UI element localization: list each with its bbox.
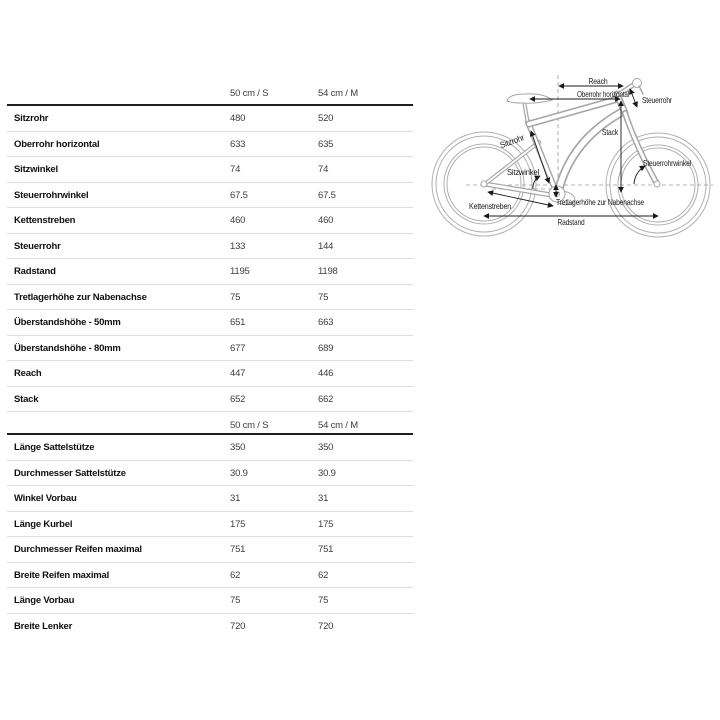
row-label: Durchmesser Sattelstütze [14,467,126,479]
row-label: Länge Vorbau [14,595,75,606]
row-label: Sitzwinkel [14,164,58,175]
row-label: Länge Sattelstütze [14,442,95,453]
bike-geometry-diagram [430,56,720,246]
wheelbase-label: Radstand [557,217,585,227]
seat-tube-label: Sitzrohr [498,131,528,151]
row-value: 350 [318,442,334,453]
row-value: 651 [230,317,246,328]
head-tube-label: Steuerrohr [642,95,673,105]
table-row [7,208,413,234]
row-value: 74 [230,164,241,175]
row-value: 480 [230,113,246,124]
row-value: 75 [318,291,329,303]
row-value: 460 [230,215,246,226]
row-label: Kettenstreben [14,215,76,226]
row-value: 520 [318,113,334,124]
table-row [7,435,413,461]
saddle [507,94,552,103]
geometry-table [7,85,413,412]
table-row [7,563,413,589]
row-value: 663 [318,317,334,328]
row-value: 350 [230,442,246,453]
top-tube-label: Oberrohr horizontal [577,89,630,99]
table-row [7,106,413,132]
row-value: 175 [318,518,334,530]
bike-spec-tables [7,85,413,639]
seat-angle-label: Sitzwinkel [507,167,540,177]
stack-label: Stack [602,127,619,137]
table-row [7,132,413,158]
table-row [7,157,413,183]
size-column-header: 50 cm / S [230,420,269,431]
table-row [7,183,413,209]
row-value: 31 [318,493,329,504]
head-tube-arrow [630,89,637,107]
row-value: 74 [318,164,329,175]
components-table [7,412,413,639]
row-value: 30.9 [318,467,336,479]
row-label: Tretlagerhöhe zur Nabenachse [14,291,147,303]
header-spacer [7,85,230,104]
table-row [7,614,413,640]
table-row [7,588,413,614]
row-value: 677 [230,342,246,354]
row-value: 720 [318,620,334,632]
handlebar-grip [633,79,642,88]
table-row [7,310,413,336]
bottom-bracket [555,192,560,197]
row-value: 175 [230,518,246,530]
row-value: 447 [230,368,246,379]
bb-height-label: Tretlagerhöhe zur Nabenachse [556,197,645,207]
row-label: Steuerrohrwinkel [14,189,89,201]
table-row [7,259,413,285]
row-value: 31 [230,493,241,504]
row-label: Sitzrohr [14,113,49,124]
head-angle-arc [634,166,645,184]
front-hub [654,181,660,187]
table-row [7,336,413,362]
row-label: Stack [14,393,39,405]
table-row [7,234,413,260]
row-value: 62 [318,569,329,581]
reach-label: Reach [588,76,608,86]
header-spacer [7,412,230,433]
row-value: 75 [230,595,241,606]
row-value: 75 [230,291,241,303]
row-value: 662 [318,393,334,405]
table-row [7,512,413,538]
row-label: Überstandshöhe - 80mm [14,342,121,354]
table-row [7,486,413,512]
table-row [7,361,413,387]
row-label: Länge Kurbel [14,518,73,530]
table-row [7,387,413,413]
row-value: 144 [318,240,334,252]
table-row [7,461,413,487]
table-header-row [7,412,413,435]
row-label: Oberrohr horizontal [14,138,100,150]
table-row [7,537,413,563]
row-label: Steuerrohr [14,240,61,252]
row-label: Überstandshöhe - 50mm [14,317,121,328]
row-label: Radstand [14,266,56,277]
row-value: 30.9 [230,467,248,479]
row-value: 1195 [230,266,250,277]
size-column-header: 54 cm / M [318,420,358,431]
row-value: 689 [318,342,334,354]
row-value: 133 [230,240,246,252]
row-value: 62 [230,569,241,581]
row-label: Durchmesser Reifen maximal [14,544,142,555]
chainstay-label: Kettenstreben [469,201,512,211]
row-value: 446 [318,368,334,379]
brake-lever [639,86,643,94]
row-value: 75 [318,595,329,606]
row-label: Breite Reifen maximal [14,569,110,581]
size-column-header: 54 cm / M [318,88,358,99]
row-value: 460 [318,215,334,226]
row-value: 751 [230,544,246,555]
row-value: 67.5 [318,189,336,201]
table-header-row [7,85,413,106]
row-value: 720 [230,620,246,632]
row-value: 67.5 [230,189,248,201]
row-value: 652 [230,393,246,405]
size-column-header: 50 cm / S [230,88,269,99]
row-value: 635 [318,138,334,150]
row-value: 633 [230,138,246,150]
rear-hub [481,181,487,187]
row-label: Breite Lenker [14,620,73,632]
row-label: Reach [14,368,42,379]
row-label: Winkel Vorbau [14,493,77,504]
row-value: 1198 [318,266,338,277]
row-value: 751 [318,544,334,555]
table-row [7,285,413,311]
head-angle-label: Steuerrohrwinkel [643,158,692,168]
